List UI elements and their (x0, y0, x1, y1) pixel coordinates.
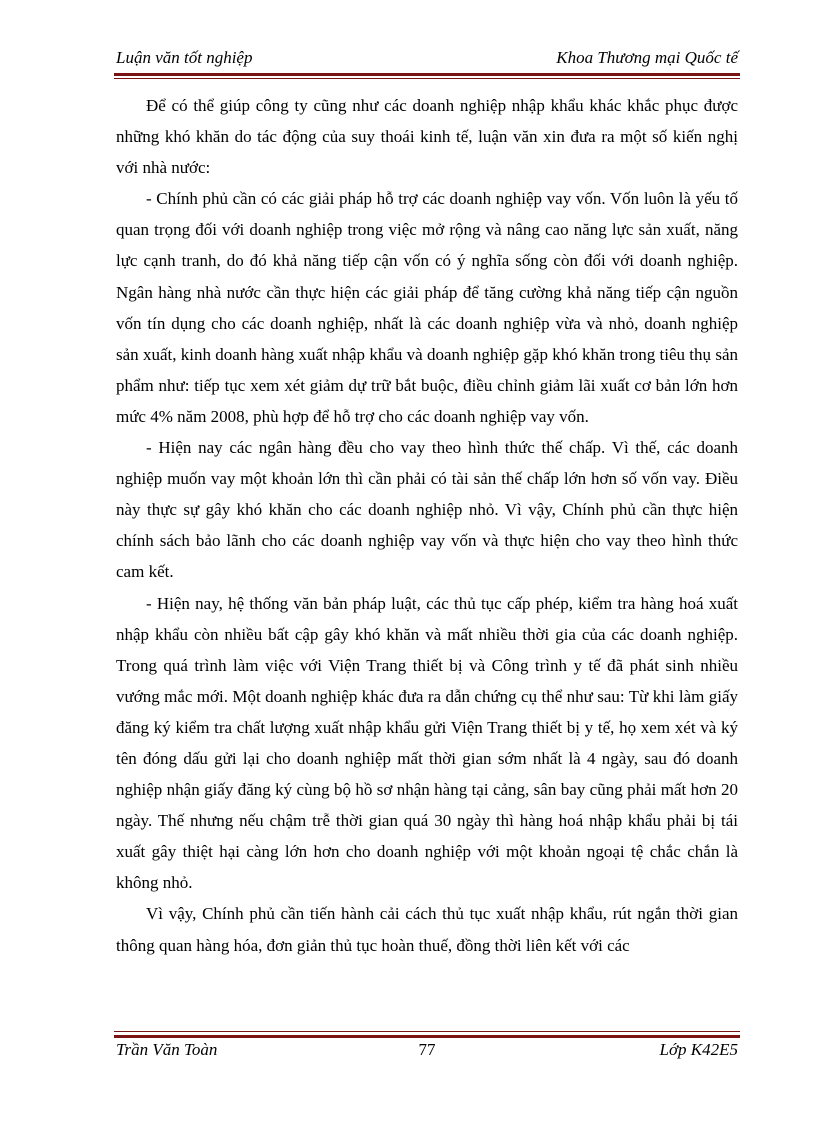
paragraph-procedures: - Hiện nay, hệ thống văn bản pháp luật, các thủ tục cấp phép, kiểm tra hàng hoá xuất nhập khẩu còn nhiều bất cập gây khó khăn và mất nhiều thời gia của các doanh nghiệp. Trong quá trình làm việc với Viện Trang thiết bị và Công trình y tế đã phát sinh nhiều vướng mắc mới. Một doanh nghiệp khác đưa ra dẫn chứng cụ thể như sau: Từ khi làm giấy đăng ký kiểm tra chất lượng xuất nhập khẩu gửi Viện Trang thiết bị y tế, họ xem xét và ký tên đóng dấu gửi lại cho doanh nghiệp mất thời gian sớm nhất là 4 ngày, sau đó doanh nghiệp nhận giấy đăng ký cùng bộ hồ sơ nhận hàng tại cảng, sân bay cũng phải mất hơn 20 ngày. Thế nhưng nếu chậm trễ thời gian quá 30 ngày thì hàng hoá nhập khẩu phải bị tái xuất gây thiệt hại càng lớn hơn cho doanh nghiệp với một khoản ngoại tệ chắc chắn là không nhỏ. (116, 593, 738, 893)
paragraph-intro: Để có thể giúp công ty cũng như các doanh nghiệp nhập khẩu khác khắc phục được những khó khăn do tác động của suy thoái kinh tế, luận văn xin đưa ra một số kiến nghị với nhà nước: (116, 96, 738, 178)
footer-rule-thin (114, 1031, 740, 1032)
paragraph-mortgage: - Hiện nay các ngân hàng đều cho vay theo hình thức thế chấp. Vì thế, các doanh nghiệp muốn vay một khoản lớn thì cần phải có tài sản thế chấp lớn hơn số vốn vay. Điều này thực sự gây khó khăn cho các doanh nghiệp nhỏ. Vì vậy, Chính phủ cần thực hiện chính sách bảo lãnh cho các doanh nghiệp vay vốn và thực hiện cho vay theo hình thức cam kết. (116, 438, 738, 582)
header-rule-thin (114, 78, 740, 79)
footer-class: Lớp K42E5 (659, 1040, 738, 1059)
paragraph-loan-support: - Chính phủ cần có các giải pháp hỗ trợ các doanh nghiệp vay vốn. Vốn luôn là yếu tố quan trọng đối với doanh nghiệp trong việc mở rộng và nâng cao năng lực sản xuất, năng lực cạnh tranh, do đó khả năng tiếp cận vốn có ý nghĩa sống còn đối với doanh nghiệp. Ngân hàng nhà nước cần thực hiện các giải pháp để tăng cường khả năng tiếp cận nguồn vốn tín dụng cho các doanh nghiệp, nhất là các doanh nghiệp vừa và nhỏ, doanh nghiệp sản xuất, kinh doanh hàng xuất nhập khẩu và doanh nghiệp gặp khó khăn trong tiêu thụ sản phẩm như: tiếp tục xem xét giảm dự trữ bắt buộc, điều chỉnh giảm lãi xuất cơ bản lớn hơn mức 4% năm 2008, phù hợp để hỗ trợ cho các doanh nghiệp vay vốn. (116, 189, 738, 426)
header-rule-thick (114, 73, 740, 76)
footer-rule-thick (114, 1035, 740, 1038)
page-footer (116, 1040, 738, 1066)
paragraph-reform: Vì vậy, Chính phủ cần tiến hành cải cách thủ tục xuất nhập khẩu, rút ngắn thời gian thông quan hàng hóa, đơn giản thủ tục hoàn thuế, đồng thời liên kết với các (116, 904, 738, 955)
page-body (116, 90, 738, 961)
header-faculty-label: Khoa Thương mại Quốc tế (556, 48, 738, 67)
page-number: 77 (418, 1040, 436, 1059)
header-thesis-label: Luận văn tốt nghiệp (116, 48, 253, 67)
page-header (116, 48, 738, 74)
footer-author: Trần Văn Toàn (116, 1040, 218, 1059)
